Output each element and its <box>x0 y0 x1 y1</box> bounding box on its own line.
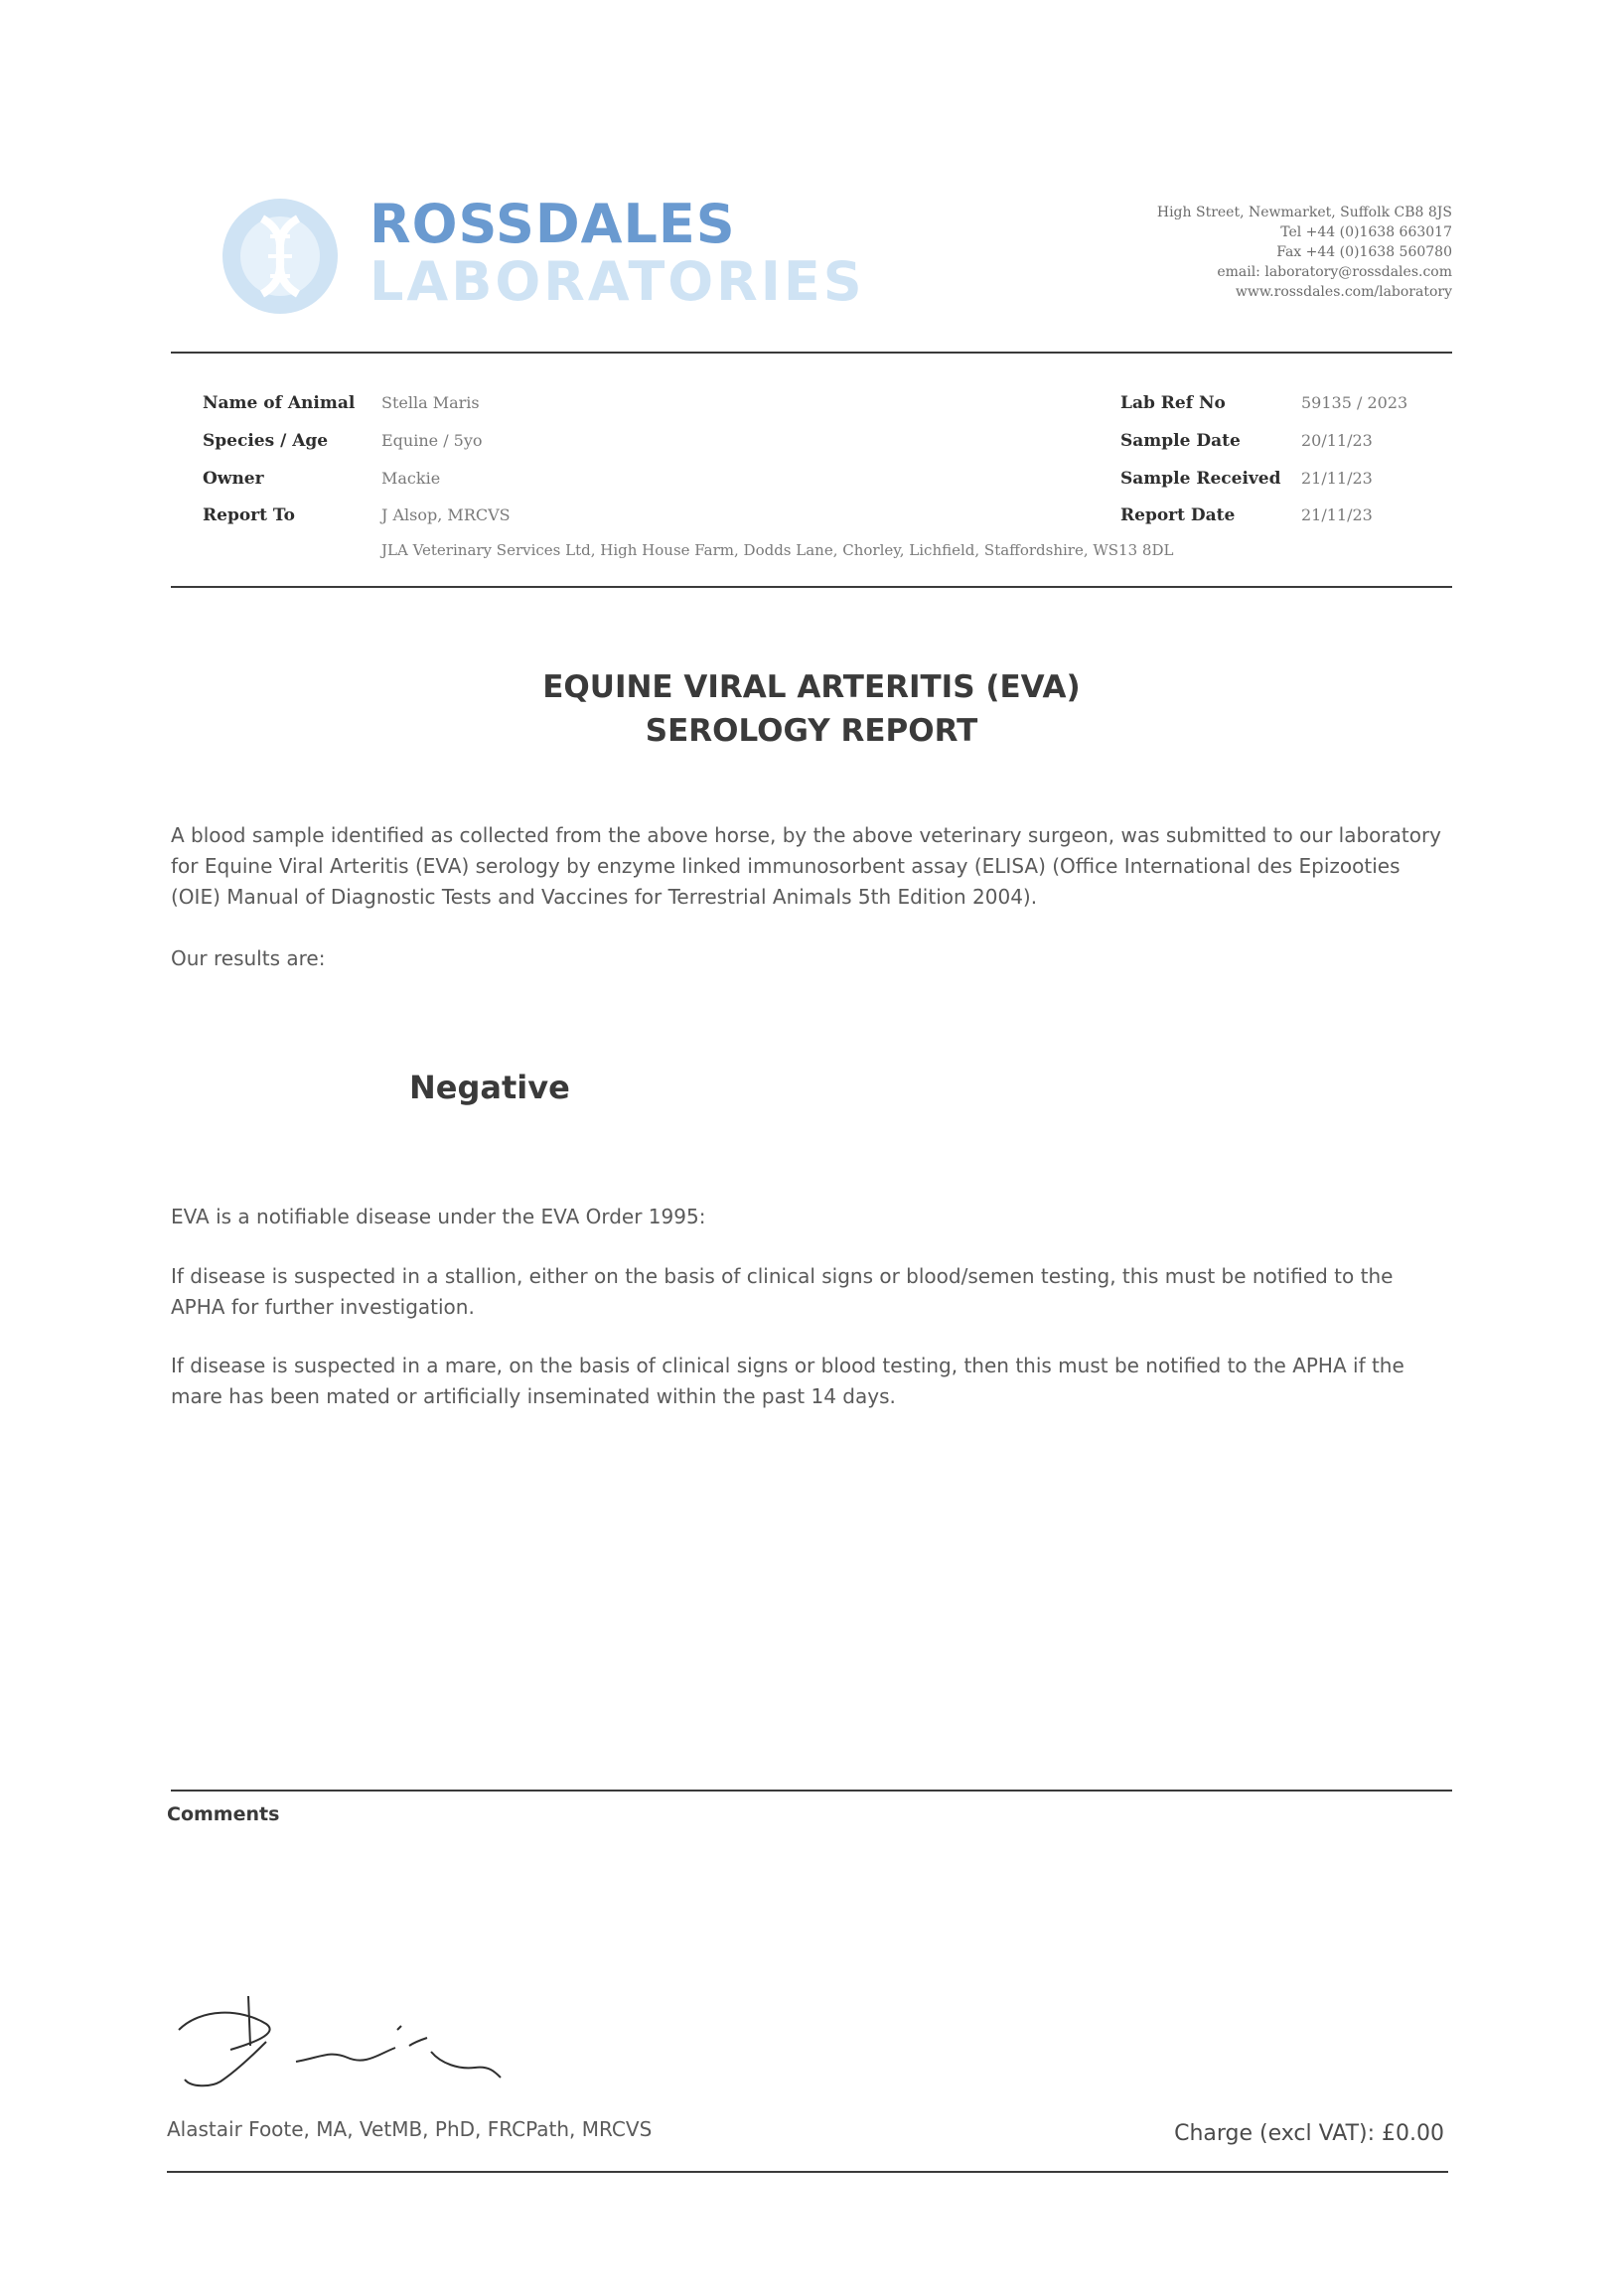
intro-paragraph <box>171 820 1452 913</box>
name-of-animal-value: Stella Maris <box>381 393 480 412</box>
test-result: Negative <box>409 1069 570 1106</box>
sample-received-label: Sample Received <box>1120 469 1281 489</box>
notifiable-paragraph <box>171 1202 1452 1232</box>
report-title-line1: EQUINE VIRAL ARTERITIS (EVA) <box>542 669 1081 705</box>
footer-divider <box>167 2171 1448 2173</box>
notifiable-text: EVA is a notifiable disease under the EVA Order 1995: <box>171 1205 706 1228</box>
signatory-name: Alastair Foote, MA, VetMB, PhD, FRCPath, MRCVS <box>167 2117 653 2141</box>
report-title-line2: SEROLOGY REPORT <box>645 713 978 749</box>
header-divider <box>171 352 1452 354</box>
mare-text: If disease is suspected in a mare, on the basis of clinical signs or blood testing, then this must be notified to the APHA if the mare has been mated or artificially inseminated within the past 14 days. <box>171 1354 1404 1408</box>
laboratory-logo-emblem <box>221 197 340 316</box>
comments-divider <box>171 1790 1452 1792</box>
results-intro-text: Our results are: <box>171 946 326 970</box>
address-line: High Street, Newmarket, Suffolk CB8 8JS <box>1156 205 1452 220</box>
report-to-value: J Alsop, MRCVS <box>381 505 511 524</box>
address-email: email: laboratory@rossdales.com <box>1217 264 1452 280</box>
stallion-text: If disease is suspected in a stallion, either on the basis of clinical signs or blood/semen testing, this must be notified to the APHA for further investigation. <box>171 1264 1394 1319</box>
stallion-paragraph <box>171 1261 1452 1323</box>
sample-date-label: Sample Date <box>1120 431 1241 451</box>
lab-ref-value: 59135 / 2023 <box>1301 393 1408 412</box>
report-date-label: Report Date <box>1120 505 1236 525</box>
mare-paragraph <box>171 1351 1452 1412</box>
lab-address-block <box>1157 203 1452 302</box>
species-age-value: Equine / 5yo <box>381 431 483 450</box>
address-website: www.rossdales.com/laboratory <box>1235 284 1452 300</box>
report-to-address: JLA Veterinary Services Ltd, High House Farm, Dodds Lane, Chorley, Lichfield, Staffordshire, WS13 8DL <box>381 541 1174 559</box>
address-fax: Fax +44 (0)1638 560780 <box>1276 244 1452 260</box>
name-of-animal-label: Name of Animal <box>203 393 356 413</box>
sample-received-value: 21/11/23 <box>1301 469 1373 488</box>
report-date-value: 21/11/23 <box>1301 505 1373 524</box>
address-phone: Tel +44 (0)1638 663017 <box>1280 224 1452 240</box>
sample-date-value: 20/11/23 <box>1301 431 1373 450</box>
results-intro <box>171 943 1452 974</box>
owner-label: Owner <box>203 469 264 489</box>
report-to-label: Report To <box>203 505 295 525</box>
details-divider <box>171 586 1452 588</box>
owner-value: Mackie <box>381 469 441 488</box>
species-age-label: Species / Age <box>203 431 329 451</box>
charge-amount: Charge (excl VAT): £0.00 <box>1174 2121 1444 2146</box>
logo-wordmark-line2: LABORATORIES <box>369 250 865 313</box>
intro-text: A blood sample identified as collected from the above horse, by the above veterinary surgeon, was submitted to our laboratory for Equine Viral Arteritis (EVA) serology by enzyme linked immunosorbent assay (ELISA) (Office International des Epizooties (OIE) Manual of Diagnostic Tests and Vaccines for Terrestrial Animals 5th Edition 2004). <box>171 823 1442 909</box>
logo-wordmark-line1: ROSSDALES <box>369 193 736 255</box>
signature-icon <box>171 1988 509 2107</box>
lab-ref-label: Lab Ref No <box>1120 393 1226 413</box>
comments-label: Comments <box>167 1803 280 1825</box>
